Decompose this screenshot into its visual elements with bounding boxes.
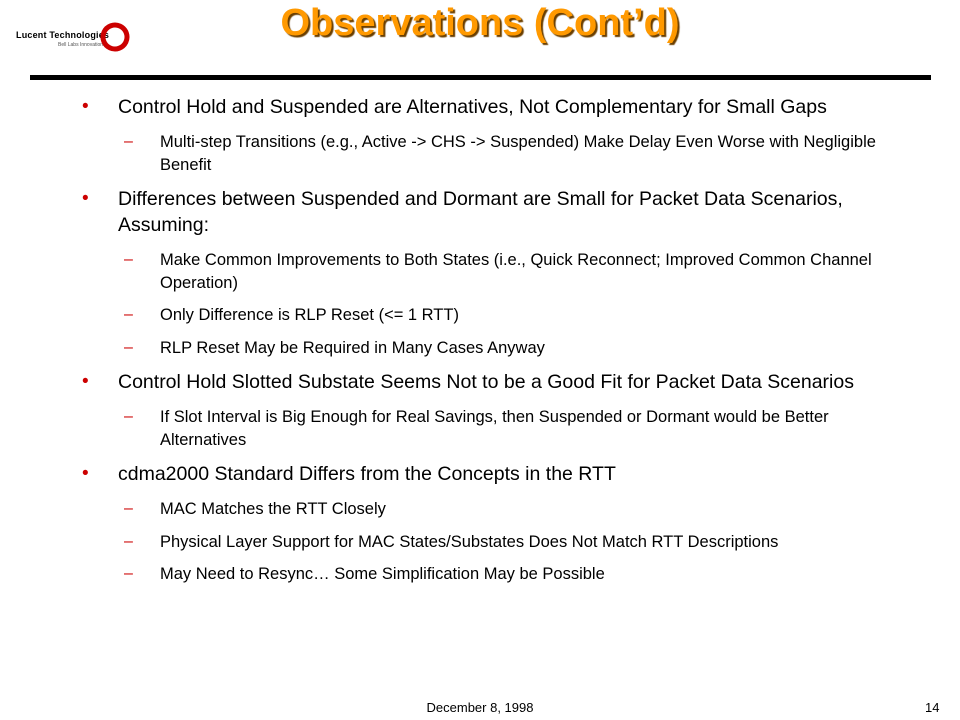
- sub-bullet-item: [82, 131, 882, 176]
- bullet-item: [82, 369, 882, 395]
- dash-marker: –: [124, 565, 133, 582]
- sub-bullet-text: Only Difference is RLP Reset (<= 1 RTT): [160, 306, 459, 324]
- title-divider: [30, 75, 931, 80]
- slide-title: Observations (Cont’d): [280, 2, 680, 44]
- logo-tagline: Bell Labs Innovations: [58, 42, 106, 48]
- sub-bullet-text: RLP Reset May be Required in Many Cases Anyway: [160, 338, 545, 357]
- bullet-text: Control Hold and Suspended are Alternatives, Not Complementary for Small Gaps: [118, 96, 827, 118]
- dash-marker: –: [124, 338, 133, 356]
- dash-marker: –: [124, 251, 133, 268]
- sub-bullet-text: MAC Matches the RTT Closely: [160, 500, 386, 518]
- bullet-text: Control Hold Slotted Substate Seems Not to be a Good Fit for Packet Data Scenarios: [118, 371, 854, 393]
- dash-marker: –: [124, 306, 133, 323]
- dash-marker: –: [124, 500, 133, 517]
- page-number: 14: [925, 700, 940, 715]
- sub-bullet-text: If Slot Interval is Big Enough for Real Savings, then Suspended or Dormant would be Better Alternatives: [160, 408, 829, 449]
- sub-bullet-item: [82, 498, 882, 521]
- sub-bullet-text: Multi-step Transitions (e.g., Active -> CHS -> Suspended) Make Delay Even Worse with Negligible Benefit: [160, 133, 876, 174]
- bullet-item: [82, 461, 882, 487]
- sub-bullet-item: [82, 406, 882, 451]
- sub-bullet-item: [82, 563, 882, 586]
- sub-bullet-item: [82, 337, 882, 360]
- bullet-marker: •: [82, 463, 89, 484]
- bullet-item: [82, 186, 882, 238]
- bullet-marker: •: [82, 371, 89, 392]
- bullet-text: cdma2000 Standard Differs from the Concepts in the RTT: [118, 463, 616, 485]
- logo-wordmark: Lucent Technologies: [16, 30, 110, 40]
- sub-bullet-text: Physical Layer Support for MAC States/Substates Does Not Match RTT Descriptions: [160, 532, 779, 551]
- bullet-marker: •: [82, 96, 89, 117]
- bullet-marker: •: [82, 188, 89, 209]
- bullet-text: Differences between Suspended and Dormant are Small for Packet Data Scenarios, Assuming:: [118, 188, 843, 236]
- dash-marker: –: [124, 133, 133, 150]
- dash-marker: –: [124, 408, 133, 425]
- dash-marker: –: [124, 532, 133, 550]
- sub-bullet-text: Make Common Improvements to Both States (i.e., Quick Reconnect; Improved Common Channel Operation): [160, 251, 872, 292]
- bullet-item: [82, 94, 882, 120]
- slide-body: [82, 94, 882, 596]
- sub-bullet-item: [82, 249, 882, 294]
- footer-date: December 8, 1998: [426, 700, 534, 715]
- sub-bullet-item: [82, 304, 882, 327]
- sub-bullet-item: [82, 531, 882, 554]
- sub-bullet-text: May Need to Resync… Some Simplification May be Possible: [160, 565, 605, 583]
